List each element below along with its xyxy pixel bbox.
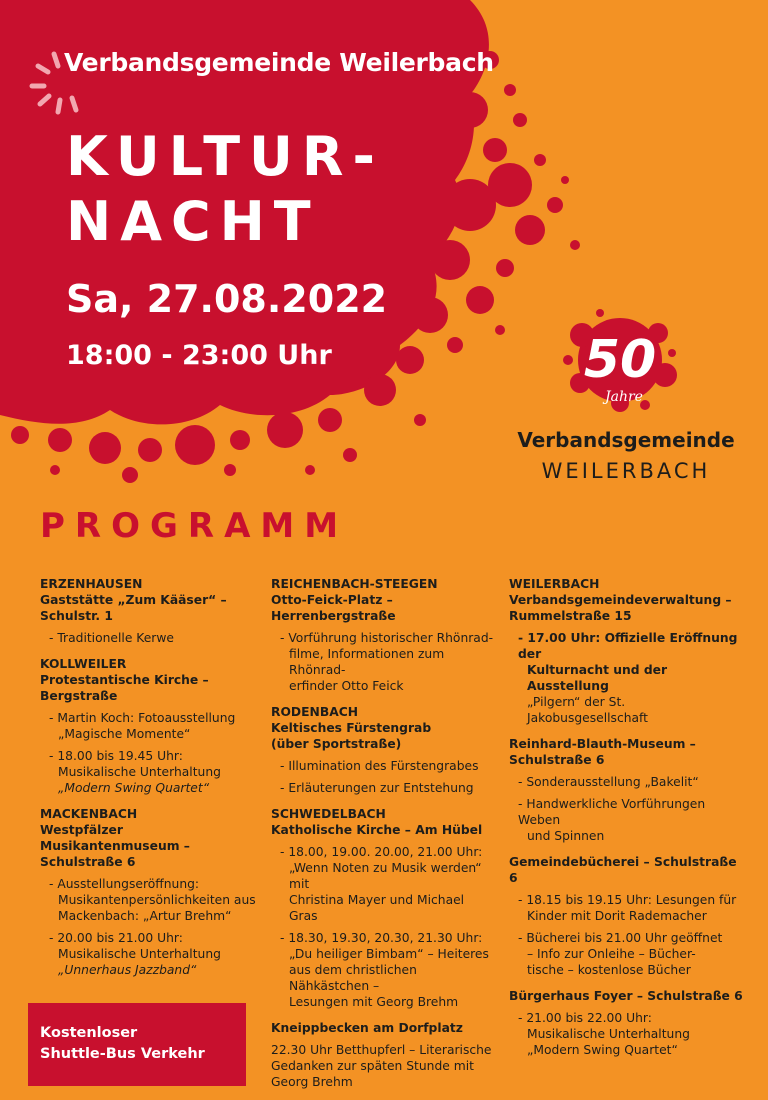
event-time: 18:00 - 23:00 Uhr [66, 340, 332, 371]
section-venue: Schulstraße 6 [40, 855, 136, 869]
program-item: - 21.00 bis 22.00 Uhr: Musikalische Unterhaltung „Modern Swing Quartet“ [518, 1011, 690, 1057]
section-place: REICHENBACH-STEEGEN [271, 577, 438, 591]
event-title-line-1: KULTUR- [66, 125, 384, 188]
section-venue: Otto-Feick-Platz – Herrenbergstraße [271, 593, 396, 623]
section-place: KOLLWEILER [40, 657, 127, 671]
section-venue: Verbandsgemeindeverwaltung – [509, 593, 732, 607]
section-venue: Westpfälzer Musikantenmuseum – [40, 823, 190, 853]
program-column-3 [509, 576, 749, 1068]
section-venue: Gaststätte „Zum Kääser“ – [40, 593, 227, 607]
section-venue: Bergstraße [40, 689, 118, 703]
section-venue: Schulstraße 6 [509, 753, 605, 767]
program-section [271, 704, 496, 796]
program-section [271, 576, 496, 694]
program-item: - 18.15 bis 19.15 Uhr: Lesungen für Kinder mit Dorit Rademacher [518, 893, 737, 923]
shuttle-line-2: Shuttle-Bus Verkehr [40, 1046, 205, 1062]
program-item: - Traditionelle Kerwe [49, 631, 174, 645]
brand-title: Verbandsgemeinde Weilerbach [64, 48, 494, 77]
program-section [509, 854, 749, 978]
logo-line-2: WEILERBACH [541, 459, 711, 483]
event-title-line-2: NACHT [66, 190, 320, 253]
section-venue: Kneippbecken am Dorfplatz [271, 1021, 463, 1035]
program-item: 22.30 Uhr Betthupferl – Literarische Gedanken zur späten Stunde mit Georg Brehm [271, 1043, 492, 1089]
section-venue: Reinhard-Blauth-Museum – [509, 737, 696, 751]
program-item: - 18.30, 19.30, 20.30, 21.30 Uhr: „Du heiliger Bimbam“ – Heiteres aus dem christlichen Nähkästchen – Lesungen mit Georg Brehm [280, 931, 489, 1009]
program-section [271, 1020, 496, 1090]
program-section [509, 736, 749, 844]
program-section [40, 576, 260, 646]
section-place: MACKENBACH [40, 807, 138, 821]
anniversary-badge-icon [560, 305, 678, 415]
program-column-1 [40, 576, 260, 988]
program-item: - 18.00, 19.00. 20.00, 21.00 Uhr: „Wenn Noten zu Musik werden“ mit Christina Mayer und Michael Gras [280, 845, 483, 923]
program-item: - Erläuterungen zur Entstehung [280, 781, 474, 795]
program-heading: PROGRAMM [40, 506, 349, 546]
section-venue: Katholische Kirche – Am Hübel [271, 823, 483, 837]
logo-line-1: Verbandsgemeinde [517, 428, 735, 452]
shuttle-line-1: Kostenloser [40, 1025, 138, 1041]
program-section [509, 576, 749, 726]
section-venue: Protestantische Kirche – [40, 673, 209, 687]
program-item: - Bücherei bis 21.00 Uhr geöffnet – Info zur Onleihe – Bücher- tische – kostenlose Bücher [518, 931, 723, 977]
program-item: - Sonderausstellung „Bakelit“ [518, 775, 699, 789]
section-venue: Bürgerhaus Foyer – Schulstraße 6 [509, 989, 743, 1003]
section-place: WEILERBACH [509, 577, 600, 591]
program-item: - 20.00 bis 21.00 Uhr: Musikalische Unterhaltung „Unnerhaus Jazzband“ [49, 931, 221, 977]
section-place: ERZENHAUSEN [40, 577, 143, 591]
shuttle-bus-banner [28, 1003, 246, 1086]
program-item: - Handwerkliche Vorführungen Weben und Spinnen [518, 797, 706, 843]
section-place: SCHWEDELBACH [271, 807, 386, 821]
program-item: - Ausstellungseröffnung: Musikantenpersönlichkeiten aus Mackenbach: „Artur Brehm“ [49, 877, 256, 923]
event-date: Sa, 27.08.2022 [66, 277, 388, 321]
anniversary-number: 50 [583, 330, 657, 390]
program-item: - 17.00 Uhr: Offizielle Eröffnung der Kulturnacht und der Ausstellung „Pilgern“ der St. Jakobusgesellschaft [518, 631, 738, 725]
section-venue: Rummelstraße 15 [509, 609, 632, 623]
program-item: - 18.00 bis 19.45 Uhr: Musikalische Unterhaltung „Modern Swing Quartet“ [49, 749, 221, 795]
program-section [40, 656, 260, 796]
section-place: RODENBACH [271, 705, 359, 719]
section-venue: (über Sportstraße) [271, 737, 402, 751]
anniversary-word: Jahre [605, 389, 643, 405]
program-section [40, 806, 260, 978]
program-item: - Martin Koch: Fotoausstellung „Magische Momente“ [49, 711, 236, 741]
program-section [271, 806, 496, 1010]
program-section [509, 988, 749, 1058]
section-venue: Schulstr. 1 [40, 609, 113, 623]
program-column-2 [271, 576, 496, 1100]
program-item: - Vorführung historischer Rhönrad- filme, Informationen zum Rhönrad- erfinder Otto Feick [280, 631, 494, 693]
program-item: - Illumination des Fürstengrabes [280, 759, 479, 773]
section-venue: Gemeindebücherei – Schulstraße 6 [509, 855, 737, 885]
section-venue: Keltisches Fürstengrab [271, 721, 432, 735]
